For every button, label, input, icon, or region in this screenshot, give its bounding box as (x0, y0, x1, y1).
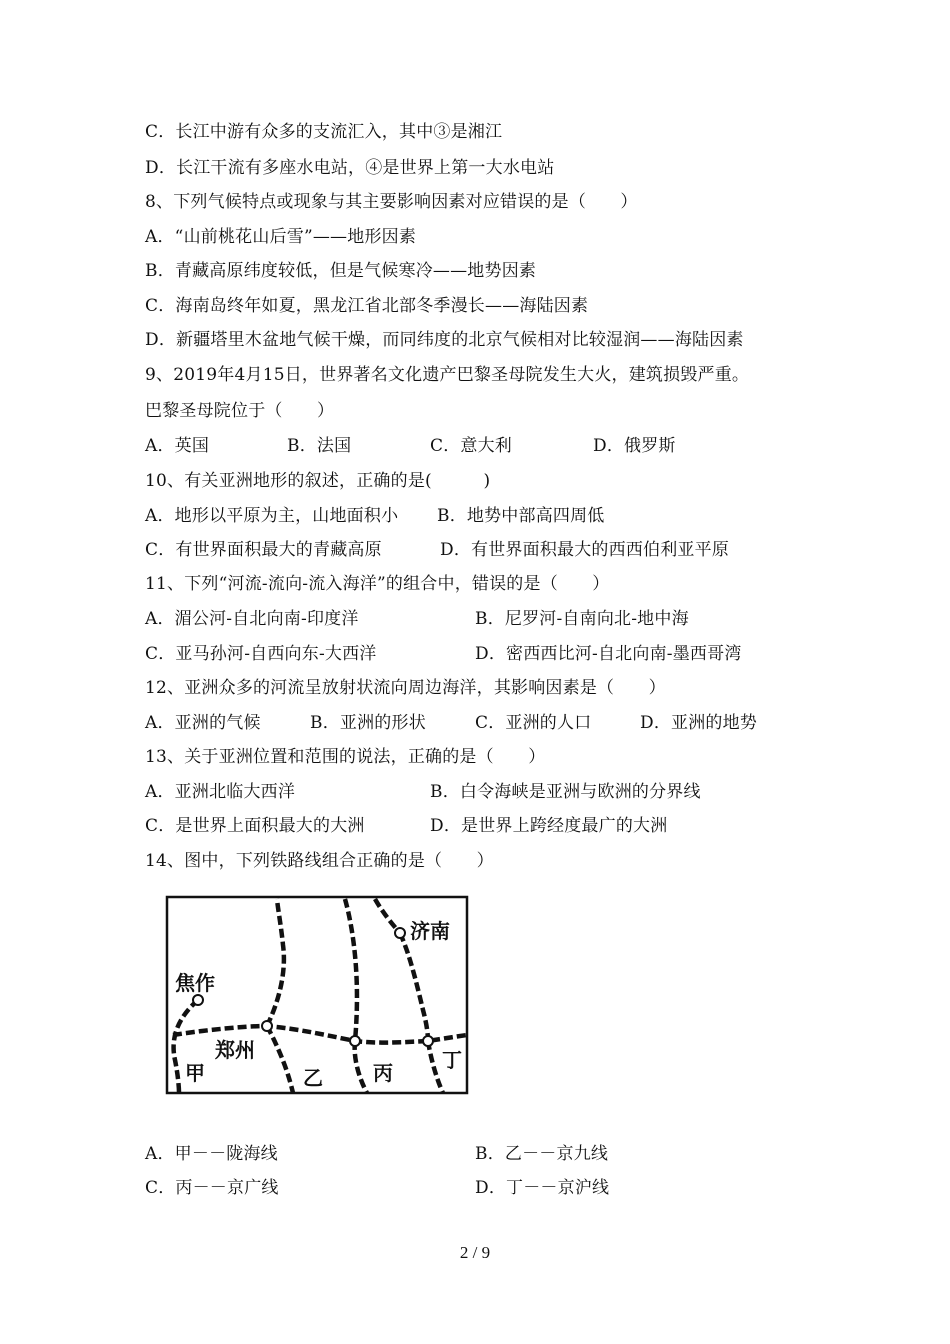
q9-option-b: B．法国 (287, 436, 352, 456)
label-jinan: 济南 (410, 919, 450, 943)
railway-map (165, 895, 469, 1095)
q8-stem: 8、下列气候特点或现象与其主要影响因素对应错误的是（ ） (145, 192, 638, 212)
q9-option-d: D．俄罗斯 (593, 436, 676, 456)
junction-dot-2 (423, 1036, 433, 1046)
q14-stem: 14、图中，下列铁路线组合正确的是（ ） (145, 851, 494, 871)
q8-option-b: B．青藏高原纬度较低，但是气候寒冷——地势因素 (145, 261, 537, 281)
q13-option-c: C．是世界上面积最大的大洲 (145, 816, 365, 836)
q14-option-a: A．甲－－陇海线 (145, 1144, 278, 1164)
q8-option-c: C．海南岛终年如夏，黑龙江省北部冬季漫长——海陆因素 (145, 296, 589, 316)
q11-option-b: B．尼罗河-自南向北-地中海 (475, 609, 689, 629)
q13-stem: 13、关于亚洲位置和范围的说法，正确的是（ ） (145, 747, 546, 767)
label-zhengzhou: 郑州 (215, 1038, 255, 1062)
zhengzhou-station-dot (262, 1021, 272, 1031)
q12-option-d: D．亚洲的地势 (640, 713, 758, 733)
q8-option-d: D．新疆塔里木盆地气候干燥，而同纬度的北京气候相对比较湿润——海陆因素 (145, 330, 744, 350)
q14-option-b: B．乙－－京九线 (475, 1144, 609, 1164)
label-ding: 丁 (442, 1048, 462, 1072)
q8-option-a: A．“山前桃花山后雪”——地形因素 (145, 227, 417, 247)
q14-option-d: D．丁－－京沪线 (475, 1178, 610, 1198)
q12-option-c: C．亚洲的人口 (475, 713, 592, 733)
q7-option-c: C．长江中游有众多的支流汇入，其中③是湘江 (145, 122, 503, 142)
label-yi: 乙 (303, 1066, 323, 1090)
jiaozuo-station-dot (193, 995, 203, 1005)
junction-dot-1 (350, 1036, 360, 1046)
q10-option-d: D．有世界面积最大的西西伯利亚平原 (440, 540, 730, 560)
q9-option-a: A．英国 (145, 436, 210, 456)
page-number: 2 / 9 (459, 1243, 491, 1262)
q11-option-c: C．亚马孙河-自西向东-大西洋 (145, 644, 377, 664)
q13-option-d: D．是世界上跨经度最广的大洲 (430, 816, 668, 836)
q10-option-b: B．地势中部高四周低 (437, 506, 605, 526)
q9-option-c: C．意大利 (430, 436, 513, 456)
q14-option-c: C．丙－－京广线 (145, 1178, 279, 1198)
q12-option-b: B．亚洲的形状 (310, 713, 426, 733)
q9-stem-line1: 9、2019年4月15日，世界著名文化遗产巴黎圣母院发生大火，建筑损毁严重。 (145, 365, 750, 385)
q9-stem-line2: 巴黎圣母院位于（ ） (145, 401, 335, 421)
q10-option-c: C．有世界面积最大的青藏高原 (145, 540, 382, 560)
q12-stem: 12、亚洲众多的河流呈放射状流向周边海洋，其影响因素是（ ） (145, 678, 666, 698)
q12-option-a: A．亚洲的气候 (145, 713, 261, 733)
label-bing: 丙 (373, 1061, 393, 1085)
q13-option-b: B．白令海峡是亚洲与欧洲的分界线 (430, 782, 701, 802)
q11-option-a: A．湄公河-自北向南-印度洋 (145, 609, 359, 629)
q11-stem: 11、下列“河流-流向-流入海洋”的组合中，错误的是（ ） (145, 574, 610, 594)
label-jiaozuo: 焦作 (175, 971, 215, 995)
q7-option-d: D．长江干流有多座水电站，④是世界上第一大水电站 (145, 158, 555, 178)
jinan-station-dot (395, 928, 405, 938)
label-jia: 甲 (185, 1061, 205, 1085)
q10-stem: 10、有关亚洲地形的叙述，正确的是( ) (145, 471, 491, 491)
q10-option-a: A．地形以平原为主，山地面积小 (145, 506, 399, 526)
q13-option-a: A．亚洲北临大西洋 (145, 782, 296, 802)
q11-option-d: D．密西西比河-自北向南-墨西哥湾 (475, 644, 742, 664)
